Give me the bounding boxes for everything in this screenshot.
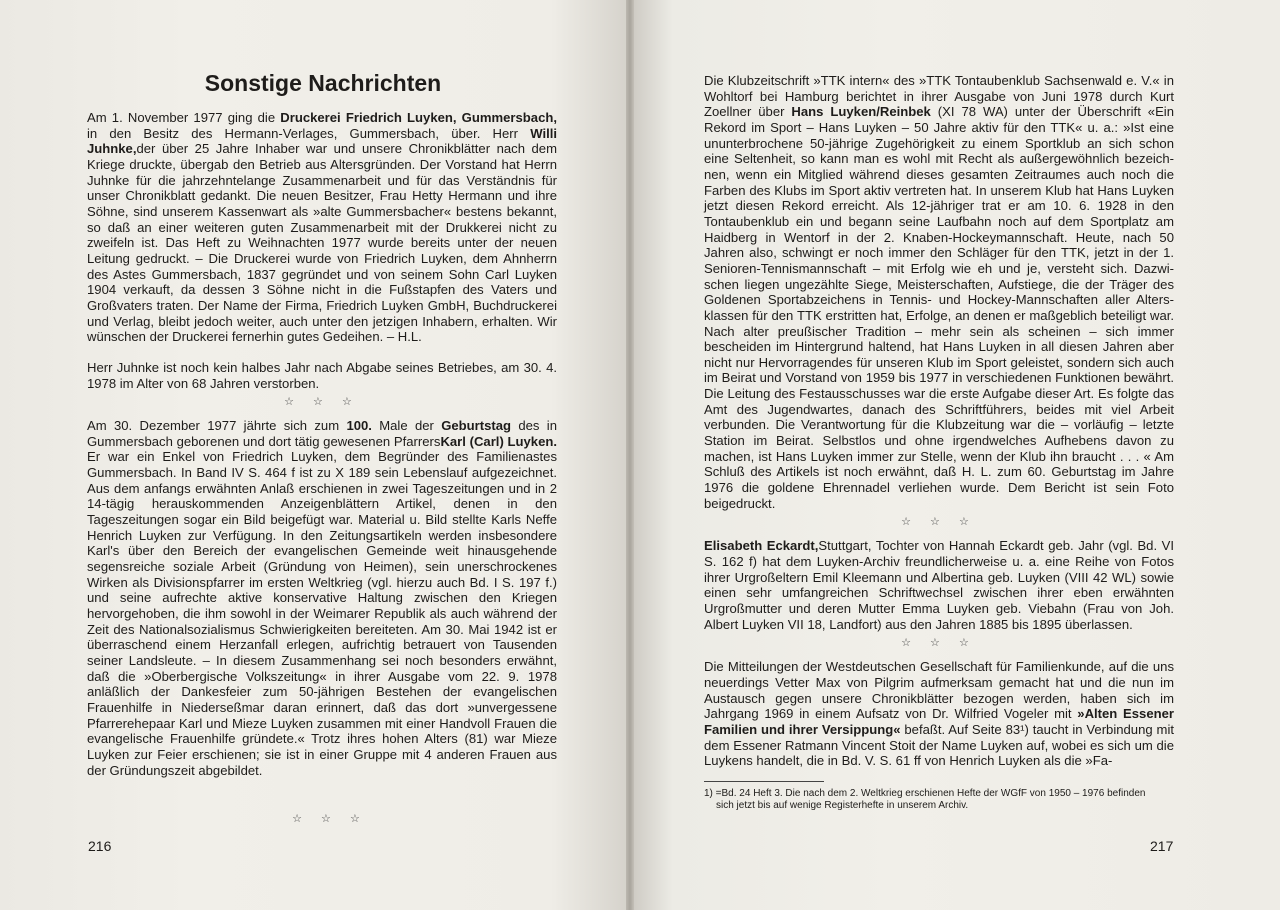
- text-span: in den Besitz des Hermann-Verlages, Gummersbach, über. Herr: [87, 125, 531, 141]
- left-column: [87, 110, 557, 778]
- right-page: [634, 0, 1280, 910]
- article-karl-luyken: [87, 418, 557, 778]
- text-span: Die Klubzeitschrift »TTK intern« des »TTK Tontaubenklub Sachsenwald e. V.« in Wohltorf bei Hamburg berichtet in ihrer Ausgabe von Juni 1978 durch Kurt Zoellner über: [704, 73, 1174, 120]
- article-juhnke-death: Herr Juhnke ist noch kein halbes Jahr nach Abgabe seines Betriebes, am 30. 4. 1978 im Alter von 68 Jahren verstorben.: [87, 359, 557, 391]
- bold-text: Willi Juhnke,: [87, 125, 557, 157]
- paragraph-gap: [87, 345, 557, 360]
- star-separator-bottom: ☆ ☆ ☆: [292, 813, 368, 825]
- text-span: Male der: [371, 418, 442, 434]
- article-wgff: [704, 659, 1174, 769]
- left-page: [0, 0, 626, 910]
- text-span: Stuttgart, Tochter von Hannah Eckardt geb. Jahr (vgl. Bd. VI S. 162 f) hat dem Luyken-Archiv freundlicherweise u. a. eine Reihe von Fotos ihrer Urgroßeltern Emil Kleemann und Albertina geb. Luyken (VIII 42 WL) sowie einen sehr umfangreichen Schriftwechsel zwischen ihrer eben erwähnten Urgroßmutter und deren Mutter Emma Luyken geb. Viebahn (Frau von Joh. Albert Luyken VII 18, Landfort) aus den Jahren 1885 bis 1895 überlassen.: [704, 538, 1174, 632]
- bold-text: Elisabeth Eckardt,: [704, 538, 819, 554]
- article-juhnke: [87, 110, 557, 345]
- bold-text: Karl (Carl) Luyken.: [440, 433, 557, 449]
- text-span: befaßt. Auf Seite 83¹) taucht in Verbindung mit dem Essener Ratmann Vincent Stoit der Name Luyken auf, wobei es sich um die Luykens handelt, die in Bd. V. S. 61 ff von Henrich Luyken als die »Fa-: [704, 721, 1174, 769]
- page-number: 216: [88, 838, 112, 854]
- bold-text: Geburtstag: [441, 418, 512, 434]
- bold-text: 100.: [346, 418, 372, 434]
- footnote-line: sich jetzt bis auf wenige Registerhefte in unserem Archiv.: [716, 799, 969, 811]
- text-span: der über 25 Jahre Inhaber war und unsere Chronikblätter nach dem Kriege druckte, übergab den Betrieb aus Altersgründen. Der Vorstand hat Herrn Juhnke für die jahrzehntelange Zusammenarbeit und für das Verständnis für unser Chronikblatt gedankt. Die neuen Besitzer, Frau Hetty Hermann und ihre Söhne, sind unserem Kassenwart als »alte Gummersbacher« bestens bekannt, so daß an einer weiteren guten Zusammenarbeit mit der Drukkerei nicht zu zweifeln ist. Das Heft zu Weihnachten 1977 wurde bereits unter der neuen Leitung gedruckt. – Die Druckerei wurde von Friedrich Luyken, dem Ahnherrn des Astes Gummersbach, 1837 gegründet und von seinem Sohn Carl Luyken 1904 verkauft, da dessen 3 Söhne nicht in die Fußstapfen des Vaters und Großvaters traten. Der Name der Firma, Friedrich Luyken GmbH, Buchdruckerei und Verlag, bleibt jedoch weiter, auch unter den jetzigen Inhabern, erhalten. Wir wünschen der Druckerei fernerhin gutes Gedeihen. – H.L.: [87, 141, 557, 345]
- star-separator: ☆ ☆ ☆: [901, 637, 977, 650]
- bold-text: Hans Luyken/Reinbek: [791, 104, 931, 120]
- right-column: [704, 73, 1174, 812]
- text-span: Die Mitteilungen der Westdeutschen Gesellschaft für Familienkunde, auf die uns neuerdings Vetter Max von Pilgrim aufmerksam gemacht hat und die nun im Austausch gegen unsere Chronikblätter bezogen werden, haben sich im Jahrgang 1969 in einem Aufsatz von Dr. Wilfried Vogeler mit: [704, 659, 1174, 722]
- bold-text: Druckerei Friedrich Luyken, Gummersbach,: [280, 110, 557, 125]
- text-span: Am 1. November 1977 ging die: [87, 110, 281, 125]
- star-separator: ☆ ☆ ☆: [901, 516, 977, 529]
- book-gutter: [626, 0, 634, 910]
- footnote-rule: [704, 781, 824, 782]
- star-separator: ☆ ☆ ☆: [284, 396, 360, 409]
- text-span: (XI 78 WA) unter der Überschrift «Ein Rekord im Sport – Hans Luyken – 50 Jahre aktiv für den TTK« u. a.: »Ist eine ununterbrochene 50-jährige Zugehörigkeit zu einem Sportklub an sich schon eine Seltenheit, so kann man es wohl mit Recht als außergewöhnlich bezeichnen, wenn ein Mitglied während dieses gesamten Zeitraumes auch noch die Farben des Klubs im Sport aktiv vertreten hat. In unserem Klub hat Hans Luyken jetzt diesen Rekord erreicht. Als 12-jähriger trat er am 10. 6. 1928 in den Tontaubenklub ein und begann seine Laufbahn noch auf dem Sportplatz am Haidberg in Wentorf in der 2. Knaben-Hockeymannschaft. Heute, nach 50 Jahren also, schwingt er noch immer den Schläger für den TTK, jetzt in der 1. Senioren-Tennismannschaft – mit Erfolg wie eh und je, versteht sich. Dazwischen liegen ungezählte Siege, Meisterschaften, Aufstiege, die der Träger des Goldenen Sportabzeichens in Tennis- und Hockey-Mannschaften aller Altersklassen für den TTK erstritten hat, Erfolge, an denen er maßgeblich beteiligt war. Nach alter preußischer Tradition – mehr sein als scheinen – sich immer bescheiden im Hintergrund haltend, hat Hans Luyken in all diesen Jahren aber nicht nur Hervorragendes für unseren Klub im Sport geleistet, sondern sich auch im Beirat und Vorstand von 1959 bis 1977 in verschiedenen Funktionen bewährt. Die Leitung des Festausschusses war die erste Aufgabe dieser Art. Es folgte das Amt des Jugendwartes, danach des Schriftführers, beides mit viel Arbeit verbunden. Die Verantwortung für die Klubzeitung war die – vorläufig – letzte Station im Beirat. Selbstlos und ohne irgendwelches Aufhebens davon zu machen, ist Hans Luyken immer zur Stelle, wenn der Klub ihn braucht . . . « Am Schluß des Artikels ist noch erwähnt, daß H. L. zum 60. Geburtstag im Jahre 1976 die goldene Ehrennadel verliehen wurde. Dem Bericht ist sein Foto beigedruckt.: [704, 104, 1174, 511]
- page-title: Sonstige Nachrichten: [204, 70, 442, 96]
- article-hans-luyken: [704, 73, 1174, 511]
- footnote: [704, 788, 1174, 812]
- text-span: Er war ein Enkel von Friedrich Luyken, dem Begründer des Familienastes Gummersbach. In Band IV S. 464 f ist zu X 189 sein Lebenslauf aufgezeichnet. Aus dem anfangs erwähnten Anlaß erschienen in zwei Tageszeitungen und in 2 14-tägig herauskommenden Anzeigenblättern Artikel, denen in den Tageszeitungen sogar ein Bild beigefügt war. Material u. Bild stellte Karls Neffe Henrich Luyken zur Verfügung. In den Zeitungsartikeln werden insbesondere Karl's über den Bereich der evangelischen Gemeinde weit hinausgehende segensreiche soziale Arbeit (Gründung von Heimen), sein unerschrockenes Wirken als Divisionspfarrer im ersten Weltkrieg (vgl. hierzu auch Bd. I S. 197 f.) und seine aufrechte aktive konservative Haltung zwischen den Kriegen hervorgehoben, die ihm sowohl in der Weimarer Republik als auch während der Zeit des Nationalsozialismus Schwierigkeiten bereiteten. Am 30. Mai 1942 ist er überraschend einem Herzanfall erlegen, aufrichtig betrauert von Tausenden seiner Landsleute. – In diesem Zusammenhang sei noch besonders erwähnt, daß die »Oberbergische Volkszeitung« in ihrer Ausgabe vom 22. 9. 1978 anläßlich der Dankesfeier zum 50-jährigen Bestehen der evangelischen Frauenhilfe in Niedersеßmar daran erinnert, daß das dort »unvergessene Pfarrerehepaar Karl und Mieze Luyken zusammen mit einer Handvoll Frauen die evangelische Frauenhilfe gründete.« Trotz ihres hohen Alters (81) war Mieze Luyken zur Feier erschienen; sie ist in einer Gruppe mit 4 anderen Frauen aus der Gründungszeit abgebildet.: [87, 449, 557, 778]
- article-elisabeth-eckardt: [704, 538, 1174, 632]
- text-span: des in Gummersbach geborenen und dort tätig gewesenen Pfarrers: [87, 418, 557, 449]
- page-number: 217: [1150, 838, 1174, 854]
- text-span: Am 30. Dezember 1977 jährte sich zum: [87, 418, 347, 434]
- bold-text: »Alten Essener Familien und ihrer Versippung«: [704, 706, 1174, 737]
- footnote-line: 1) =Bd. 24 Heft 3. Die nach dem 2. Weltkrieg erschienen Hefte der WGfF von 1950 – 1976 befinden: [704, 787, 1146, 799]
